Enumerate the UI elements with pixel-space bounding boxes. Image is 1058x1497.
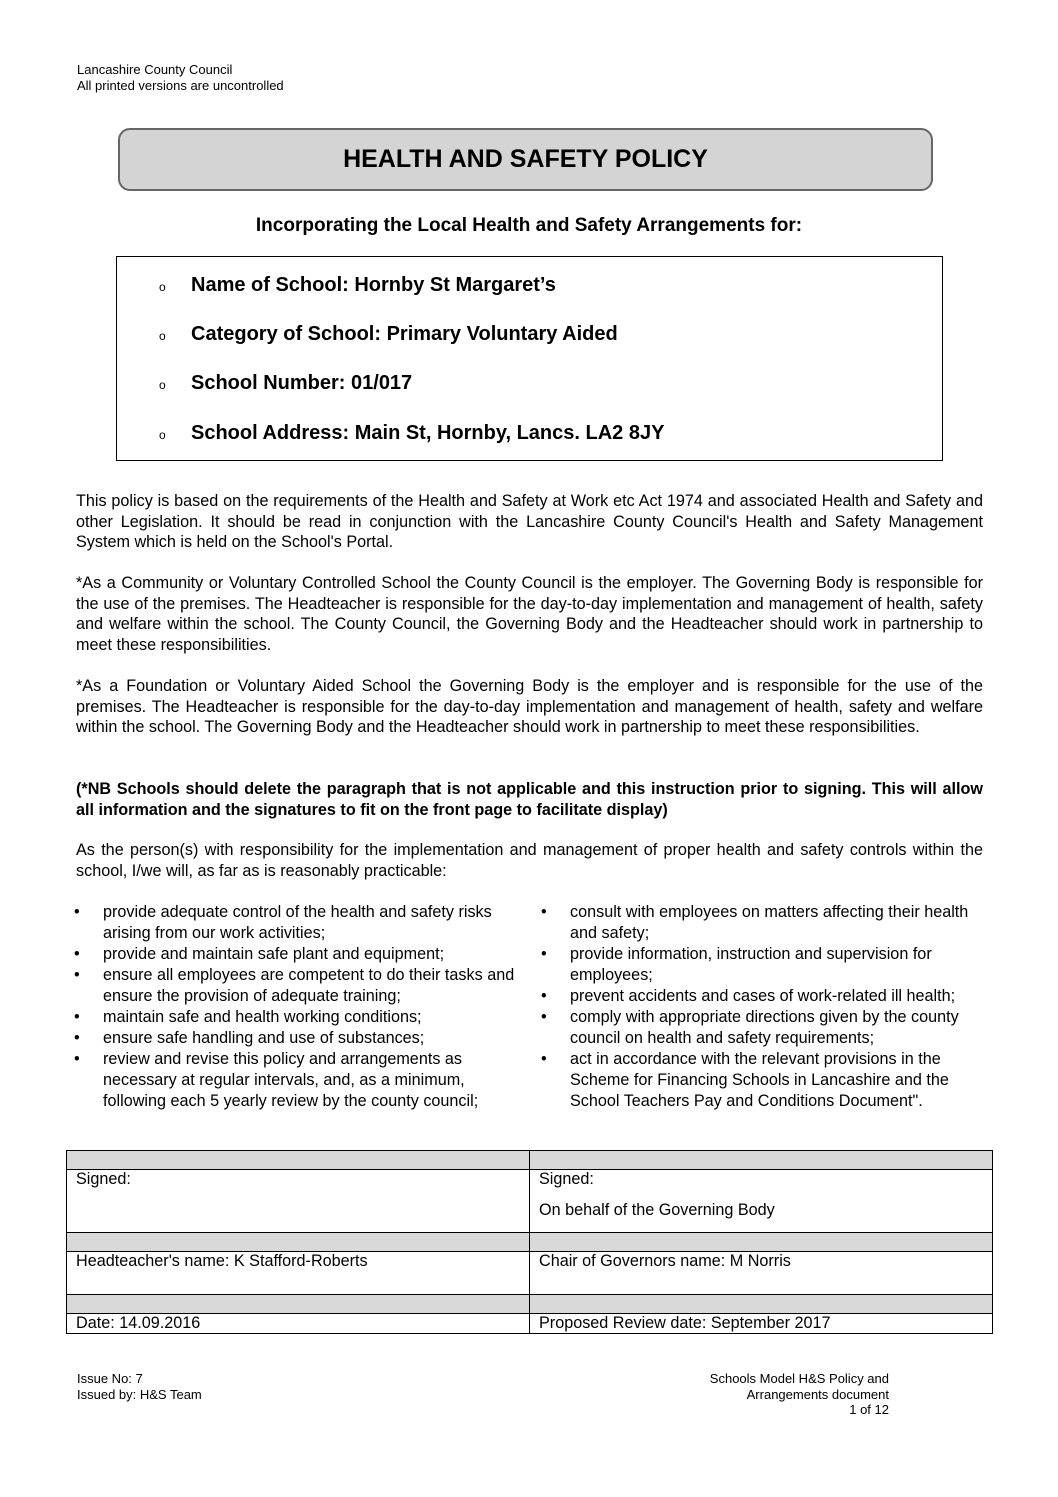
issued-by: Issued by: H&S Team <box>77 1386 202 1402</box>
footer-document-info <box>710 1371 889 1418</box>
bullet-icon: • <box>74 1008 80 1026</box>
footer-issue-info <box>77 1371 202 1402</box>
community-paragraph: *As a Community or Voluntary Controlled School the County Council is the employer. The Governing Body is responsible for the use of the premises. The Headteacher is responsible for the day-to-day implementation and management of health, safety and welfare within the school. The County Council, the Governing Body and the Headteacher should work in partnership to meet these responsibilities. <box>76 574 983 654</box>
commitments-list-left <box>74 902 522 1112</box>
table-spacer-row <box>67 1151 993 1170</box>
circle-bullet-icon: o <box>159 428 166 442</box>
school-number-item <box>159 372 412 395</box>
school-details-box <box>116 256 943 461</box>
bullet-icon: • <box>541 1008 547 1026</box>
arrangements-subtitle: Incorporating the Local Health and Safety Arrangements for: <box>255 215 803 236</box>
issue-number: Issue No: 7 <box>77 1371 143 1386</box>
document-name-line1: Schools Model H&S Policy and <box>709 1371 889 1386</box>
school-address-item <box>159 422 664 445</box>
signature-field-governors[interactable]: Signed: On behalf of the Governing Body <box>530 1170 993 1233</box>
circle-bullet-icon: o <box>159 378 166 392</box>
list-item: • comply with appropriate directions given by the county council on health and safety requirements; <box>541 1008 959 1047</box>
list-item: • prevent accidents and cases of work-related ill health; <box>541 987 956 1005</box>
chair-name: Chair of Governors name: M Norris <box>530 1252 993 1295</box>
policy-title-box <box>118 128 933 191</box>
table-spacer-row <box>67 1295 993 1314</box>
org-name: Lancashire County Council <box>77 62 233 77</box>
list-item: • review and revise this policy and arrangements as necessary at regular intervals, and, as a minimum, following each 5 yearly review by the county council; <box>74 1050 479 1110</box>
policy-title: HEALTH AND SAFETY POLICY <box>343 145 708 173</box>
school-address: School Address: Main St, Hornby, Lancs. LA2 8JY <box>191 422 665 444</box>
bullet-icon: • <box>541 903 547 921</box>
table-row <box>67 1252 993 1295</box>
school-name: Name of School: Hornby St Margaret’s <box>191 274 556 296</box>
signature-field-headteacher[interactable]: Signed: <box>67 1170 530 1233</box>
commitment-paragraph: As the person(s) with responsibility for the implementation and management of proper health and safety controls within the school, I/we will, as far as is reasonably practicable: <box>76 841 983 880</box>
bullet-icon: • <box>74 903 80 921</box>
school-category-item <box>159 323 618 346</box>
page-number: 1 of 12 <box>849 1402 889 1417</box>
school-number: School Number: 01/017 <box>191 372 413 394</box>
bullet-icon: • <box>541 1050 547 1068</box>
list-item: • provide and maintain safe plant and equipment; <box>74 945 445 963</box>
intro-paragraph: This policy is based on the requirements of the Health and Safety at Work etc Act 1974 and associated Health and Safety and other Legislation. It should be read in conjunction with the Lancashire County Council's Health and Safety Management System which is held on the School's Portal. <box>76 492 983 551</box>
bullet-icon: • <box>541 987 547 1005</box>
list-item: • act in accordance with the relevant provisions in the Scheme for Financing Schools in Lancashire and the School Teachers Pay and Conditions Document". <box>541 1050 949 1110</box>
control-notice: All printed versions are uncontrolled <box>77 78 284 93</box>
table-row <box>67 1170 993 1233</box>
behalf-label: On behalf of the Governing Body <box>539 1201 775 1219</box>
policy-date: Date: 14.09.2016 <box>67 1314 530 1334</box>
bullet-icon: • <box>74 1050 80 1068</box>
bullet-icon: • <box>74 1029 80 1047</box>
nb-instruction: (*NB Schools should delete the paragraph that is not applicable and this instruction prior to signing. This will allow all information and the signatures to fit on the front page to facilitate display) <box>76 780 983 819</box>
school-category: Category of School: Primary Voluntary Aided <box>191 323 618 345</box>
school-name-item <box>159 274 556 297</box>
list-item: • provide adequate control of the health and safety risks arising from our work activities; <box>74 903 492 942</box>
bullet-icon: • <box>74 966 80 984</box>
bullet-icon: • <box>541 945 547 963</box>
document-header <box>77 62 284 94</box>
list-item: • ensure all employees are competent to do their tasks and ensure the provision of adequate training; <box>74 966 515 1005</box>
bullet-icon: • <box>74 945 80 963</box>
list-item: • ensure safe handling and use of substances; <box>74 1029 425 1047</box>
table-row <box>67 1314 993 1334</box>
commitments-list-right <box>541 902 989 1112</box>
circle-bullet-icon: o <box>159 280 166 294</box>
review-date: Proposed Review date: September 2017 <box>530 1314 993 1334</box>
foundation-paragraph: *As a Foundation or Voluntary Aided School the Governing Body is the employer and is responsible for the use of the premises. The Headteacher is responsible for the day-to-day implementation and management of health, safety and welfare within the school. The Governing Body and the Headteacher should work in partnership to meet these responsibilities. <box>76 677 983 736</box>
headteacher-name: Headteacher's name: K Stafford-Roberts <box>67 1252 530 1295</box>
list-item: • consult with employees on matters affecting their health and safety; <box>541 903 969 942</box>
signature-table <box>66 1150 993 1334</box>
table-spacer-row <box>67 1233 993 1252</box>
document-name-line2: Arrangements document <box>746 1386 889 1402</box>
list-item: • provide information, instruction and supervision for employees; <box>541 945 932 984</box>
list-item: • maintain safe and health working conditions; <box>74 1008 422 1026</box>
circle-bullet-icon: o <box>159 329 166 343</box>
